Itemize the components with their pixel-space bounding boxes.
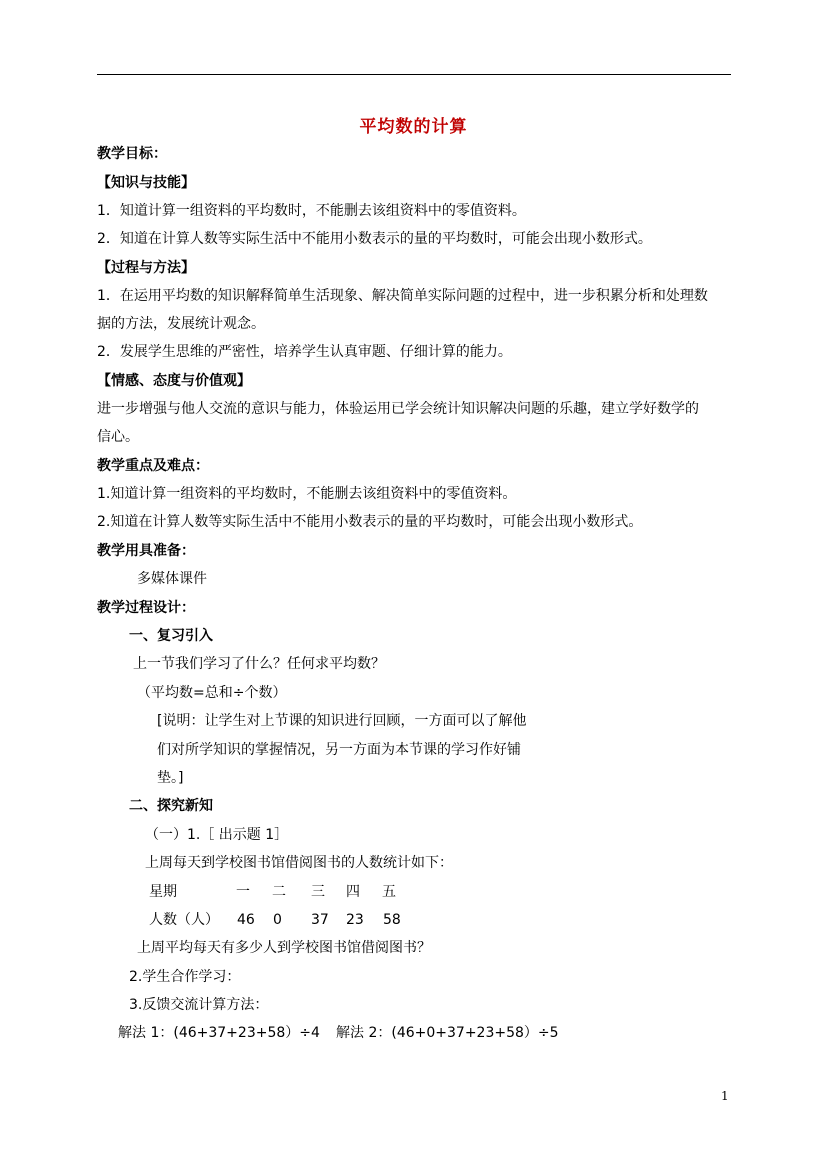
- solution-2: 解法 2：(46+0+37+23+58）÷5: [336, 1025, 559, 1041]
- step-3: 3.反馈交流计算方法：: [129, 997, 269, 1013]
- table-cell-day: 四: [346, 884, 360, 900]
- section-1-heading: 一、复习引入: [129, 628, 213, 644]
- teaching-note-line-2: 们对所学知识的掌握情况，另一方面为本节课的学习作好铺: [157, 742, 521, 758]
- problem-intro: 上周每天到学校图书馆借阅图书的人数统计如下：: [145, 855, 453, 871]
- process-item-2: 2．发展学生思维的严密性，培养学生认真审题、仔细计算的能力。: [97, 344, 512, 360]
- key-points-heading: 教学重点及难点：: [97, 458, 209, 474]
- table-cell-count: 0: [273, 912, 282, 928]
- knowledge-item-1: 1．知道计算一组资料的平均数时，不能删去该组资料中的零值资料。: [97, 203, 526, 219]
- table-cell-count: 58: [383, 912, 401, 928]
- process-item-1-line-1: 1．在运用平均数的知识解释简单生活现象、解决简单实际问题的过程中，进一步积累分析和处理数: [97, 288, 708, 304]
- table-cell-day: 一: [236, 884, 250, 900]
- knowledge-item-2: 2．知道在计算人数等实际生活中不能用小数表示的量的平均数时，可能会出现小数形式。: [97, 231, 652, 247]
- tools-item: 多媒体课件: [137, 571, 207, 587]
- page-title: 平均数的计算: [359, 117, 468, 137]
- table-cell-count: 23: [346, 912, 364, 928]
- objectives-heading: 教学目标：: [97, 146, 167, 162]
- table-cell-day: 五: [382, 884, 396, 900]
- attitude-heading: 【情感、态度与价值观】: [97, 373, 251, 389]
- page-number: 1: [721, 1089, 729, 1103]
- header-rule: [97, 74, 731, 75]
- key-point-1: 1.知道计算一组资料的平均数时，不能删去该组资料中的零值资料。: [97, 486, 517, 502]
- teaching-note-line-1: [说明：让学生对上节课的知识进行回顾，一方面可以了解他: [157, 713, 527, 729]
- knowledge-heading: 【知识与技能】: [97, 175, 195, 191]
- table-cell-count: 46: [237, 912, 255, 928]
- problem-question: 上周平均每天有多少人到学校图书馆借阅图书？: [137, 940, 431, 956]
- attitude-line-2: 信心。: [97, 429, 139, 445]
- table-row-label-count: 人数（人）: [149, 912, 219, 928]
- process-heading: 【过程与方法】: [97, 260, 195, 276]
- step-2: 2.学生合作学习：: [129, 969, 241, 985]
- table-row-label-weekday: 星期: [149, 884, 177, 900]
- review-question: 上一节我们学习了什么？任何求平均数？: [133, 656, 385, 672]
- table-cell-day: 三: [311, 884, 325, 900]
- table-cell-count: 37: [311, 912, 329, 928]
- section-2-heading: 二、探究新知: [129, 798, 213, 814]
- sub-section-1: （一）1.［ 出示题 1］: [145, 827, 289, 843]
- attitude-line-1: 进一步增强与他人交流的意识与能力，体验运用已学会统计知识解决问题的乐趣，建立学好数学的: [97, 401, 699, 417]
- key-point-2: 2.知道在计算人数等实际生活中不能用小数表示的量的平均数时，可能会出现小数形式。: [97, 514, 643, 530]
- table-cell-day: 二: [272, 884, 286, 900]
- teaching-note-line-3: 垫。]: [157, 770, 184, 786]
- tools-heading: 教学用具准备：: [97, 543, 195, 559]
- solution-1: 解法 1：(46+37+23+58）÷4: [118, 1025, 320, 1041]
- formula-note: （平均数=总和÷个数）: [137, 685, 287, 701]
- process-design-heading: 教学过程设计：: [97, 600, 195, 616]
- process-item-1-line-2: 据的方法，发展统计观念。: [97, 316, 265, 332]
